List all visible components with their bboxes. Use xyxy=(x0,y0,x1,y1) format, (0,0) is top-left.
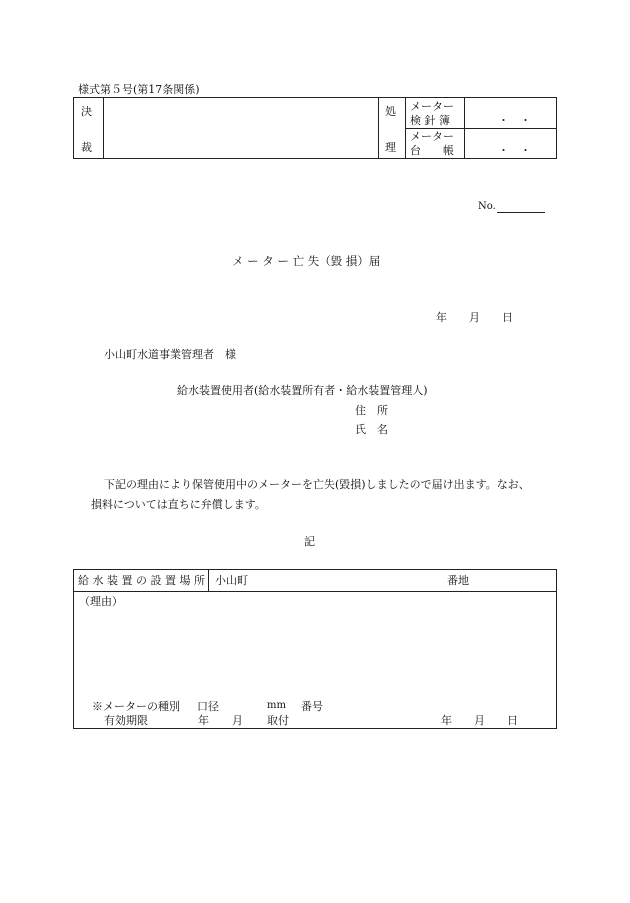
banchi-label: 番地 xyxy=(447,574,469,587)
address-label: 住 所 xyxy=(355,404,388,417)
submission-date: 年 月 日 xyxy=(436,311,513,324)
record-box xyxy=(73,569,557,729)
reason-label: （理由） xyxy=(79,595,123,608)
kenshinbo-date: ・ ・ xyxy=(498,114,531,127)
shori-label-bottom: 理 xyxy=(385,141,396,154)
daichou-date: ・ ・ xyxy=(498,144,531,157)
toritsuke-label: 取付 xyxy=(267,714,289,727)
daichou-label: 台 帳 xyxy=(410,144,454,157)
body-line-2: 損料については直ちに弁償します。 xyxy=(91,498,266,511)
mm-unit: mm xyxy=(267,700,286,711)
divider xyxy=(103,98,104,158)
divider xyxy=(405,128,556,129)
expiry-year: 年 xyxy=(198,714,209,727)
name-label: 氏 名 xyxy=(355,423,388,436)
addressee: 小山町水道事業管理者 様 xyxy=(104,348,236,361)
meter-label-1: メーター xyxy=(410,100,454,113)
town-value: 小山町 xyxy=(215,574,248,587)
number-label: No. xyxy=(478,201,496,212)
divider xyxy=(378,98,379,158)
divider xyxy=(74,591,556,592)
body-line-1: 下記の理由により保管使用中のメーターを亡失(毀損)しましたので届け出ます。なお、 xyxy=(104,478,530,491)
kessai-label-bottom: 裁 xyxy=(81,141,92,154)
number-underline xyxy=(497,212,545,213)
shori-label-top: 処 xyxy=(385,105,396,118)
divider xyxy=(208,570,209,591)
bangou-label: 番号 xyxy=(301,700,323,713)
applicant-heading: 給水装置使用者(給水装置所有者・給水装置管理人) xyxy=(177,384,428,397)
kenshinbo-label: 検 針 簿 xyxy=(410,114,450,127)
kessai-label-top: 決 xyxy=(81,105,92,118)
location-label: 給 水 装 置 の 設 置 場 所 xyxy=(78,574,205,587)
ki-heading: 記 xyxy=(304,535,315,548)
expiry-month: 月 xyxy=(232,714,243,727)
expiry-label: 有効期限 xyxy=(104,714,148,727)
form-number: 様式第５号(第17条関係) xyxy=(78,83,200,96)
kokei-label: 口径 xyxy=(197,700,219,713)
install-date: 年 月 日 xyxy=(441,714,518,727)
document-title: メ ー タ ー 亡 失（毀 損）届 xyxy=(232,254,381,268)
meter-label-2: メーター xyxy=(410,130,454,143)
meter-type-label: ※メーターの種別 xyxy=(92,700,180,713)
approval-box xyxy=(73,97,557,159)
